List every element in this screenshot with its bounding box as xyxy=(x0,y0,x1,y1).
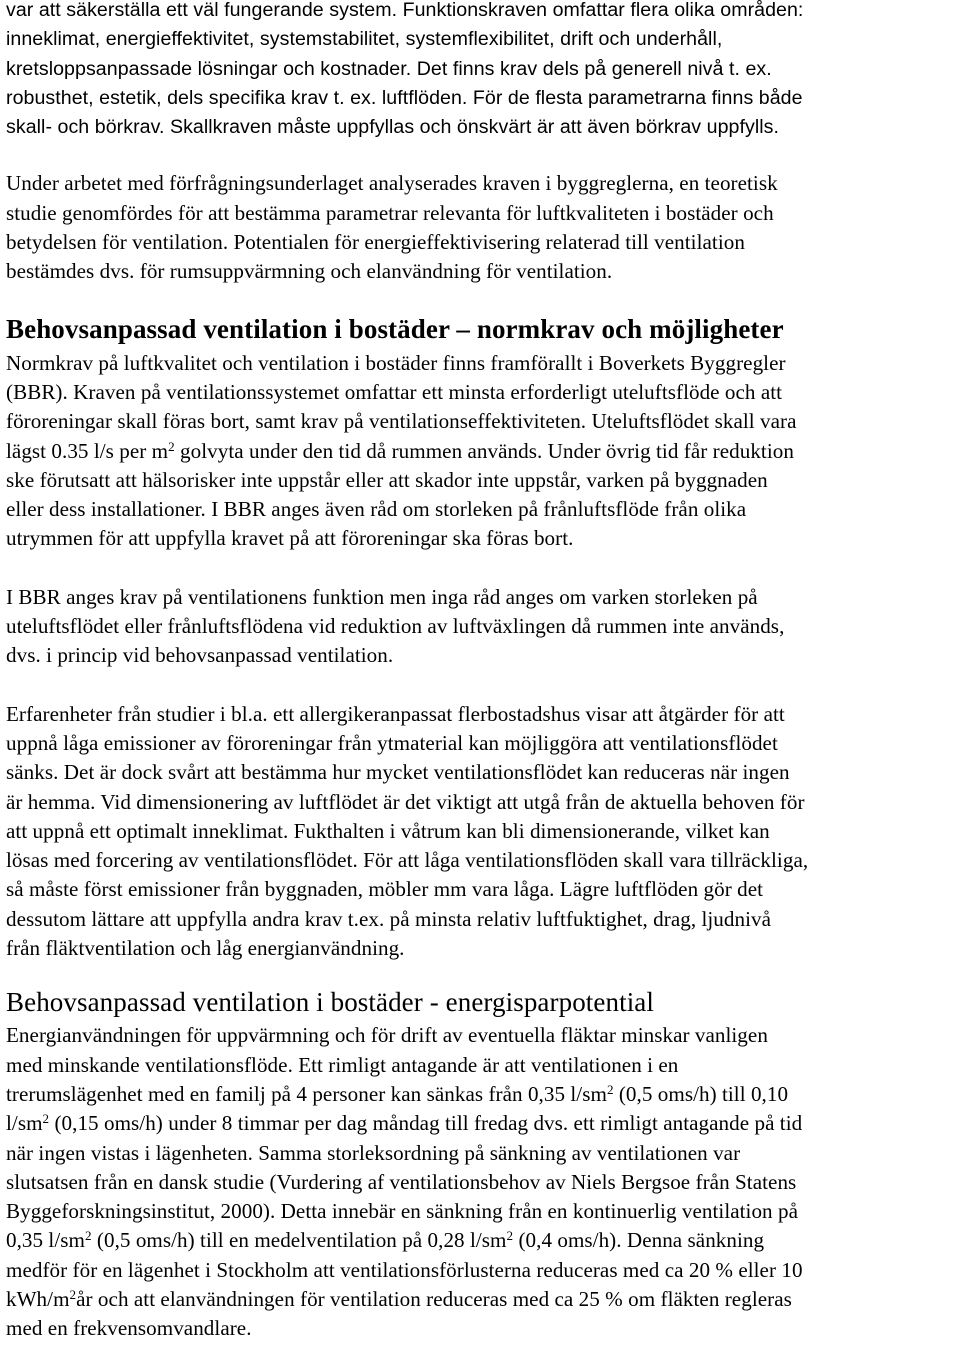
section2-text-2: (0,5 oms/h) till 0,10 l/sm xyxy=(6,1081,789,1136)
superscript: 2 xyxy=(168,438,175,454)
superscript: 2 xyxy=(84,1228,92,1244)
section1-paragraph-1-text-a: Normkrav på luftkvalitet och ventilation i bostäder finns framförallt i Boverkets Byggregler (BBR). Kraven på ventilationssystemet omfattar ett minsta erforderligt uteluftsflöde och att föroreningar skall föras bort, samt krav på ventilationseffektiviteten. Uteluftsflödet skall vara lägst 0.35 l/s per m xyxy=(6,350,797,463)
document-page xyxy=(6,0,956,1344)
section2-text-5: (0,4 oms/h). Denna sänkning medför för en lägenhet i Stockholm att ventilationsförlusterna reduceras med ca 20 % eller 10 kWh/m xyxy=(6,1228,803,1311)
superscript: 2 xyxy=(506,1228,514,1244)
spacer xyxy=(6,142,956,171)
section2-text-3: (0,15 oms/h) under 8 timmar per dag måndag till fredag dvs. ett rimligt antagande på tid när ingen vistas i lägenheten. Samma storleksordning på sänkning av ventilationen var slutsatsen från en dansk studie (Vurdering af ventilationsbehov av Niels Bergsoe från Statens Byggeforskningsinstitut, 2000). Detta innebär en sänkning från en kontinuerlig ventilation på 0,35 l/sm xyxy=(6,1111,803,1253)
section1-paragraph-1 xyxy=(6,349,956,554)
spacer xyxy=(6,671,956,700)
section-heading-energisparpotential: Behovsanpassad ventilation i bostäder - energisparpotential xyxy=(6,987,654,1018)
section2-text-6: år och att elanvändningen för ventilation reduceras med ca 25 % om fläkten regleras med en frekvensomvandlare. xyxy=(6,1286,792,1341)
superscript: 2 xyxy=(606,1081,614,1097)
superscript: 2 xyxy=(69,1286,77,1302)
spacer xyxy=(6,287,956,312)
spacer xyxy=(6,963,956,985)
section-heading-normkrav: Behovsanpassad ventilation i bostäder – normkrav och möjligheter xyxy=(6,313,784,344)
section2-text-1: Energianvändningen för uppvärmning och för drift av eventuella fläktar minskar vanligen med minskande ventilationsflöde. Ett rimligt antagande är att ventilationen i en trerumslägenhet med en familj på 4 personer kan sänkas från 0,35 l/sm xyxy=(6,1023,768,1106)
spacer xyxy=(6,554,956,583)
section1-paragraph-1-text-b: golvyta under den tid då rummen används. Under övrig tid får reduktion ske förutsatt att hälsorisker inte uppstår eller att skador inte uppstår, varken på byggnaden eller dess installationer. I BBR anges även råd om storleken på frånluftsflöde från olika utrymmen för att uppfylla kravet på att föroreningar ska föras bort. xyxy=(6,438,794,551)
section1-paragraph-3: Erfarenheter från studier i bl.a. ett allergikeranpassat flerbostadshus visar att åtgärder för att uppnå låga emissioner av föroreningar från ytmaterial kan möjliggöra att ventilationsflödet sänks. Det är dock svårt att bestämma hur mycket ventilationsflödet kan reduceras när ingen är hemma. Vid dimensionering av luftflödet är det viktigt att utgå från de aktuella behoven för att uppnå ett optimalt inneklimat. Fukthalten i våtrum kan bli dimensionerande, vilket kan lösas med forcering av ventilationsflödet. För att låga ventilationsflöden skall vara tillräckliga, så måste först emissioner från byggnaden, möbler mm vara låga. Lägre luftflöden gör det dessutom lättare att uppfylla andra krav t.ex. på minsta relativ luftfuktighet, drag, ljudnivå från fläktventilation och låg energianvändning. xyxy=(6,701,809,961)
intro-paragraph-1: var att säkerställa ett väl fungerande system. Funktionskraven omfattar flera olika områden: inneklimat, energieffektivitet, systemstabilitet, systemflexibilitet, drift och underhåll, kretsloppsanpassade lösningar och kostnader. Det finns krav dels på generell nivå t. ex. robusthet, estetik, dels specifika krav t. ex. luftflöden. För de flesta parametrarna finns både skall- och börkrav. Skallkraven måste uppfyllas och önskvärt är att även börkrav uppfylls. xyxy=(6,0,804,139)
intro-paragraph-2: Under arbetet med förfrågningsunderlaget analyserades kraven i byggreglerna, en teoretisk studie genomfördes för att bestämma parametrar relevanta för luftkvaliteten i bostäder och betydelsen för ventilation. Potentialen för energieffektivisering relaterad till ventilation bestämdes dvs. för rumsuppvärmning och elanvändning för ventilation. xyxy=(6,171,778,284)
superscript: 2 xyxy=(42,1111,50,1127)
section2-paragraph-1 xyxy=(6,1021,956,1343)
section1-paragraph-2: I BBR anges krav på ventilationens funktion men inga råd anges om varken storleken på uteluftsflödet eller frånluftsflödena vid reduktion av luftväxlingen då rummen inte används, dvs. i princip vid behovsanpassad ventilation. xyxy=(6,584,785,668)
section2-text-4: (0,5 oms/h) till en medelventilation på 0,28 l/sm xyxy=(91,1228,507,1253)
